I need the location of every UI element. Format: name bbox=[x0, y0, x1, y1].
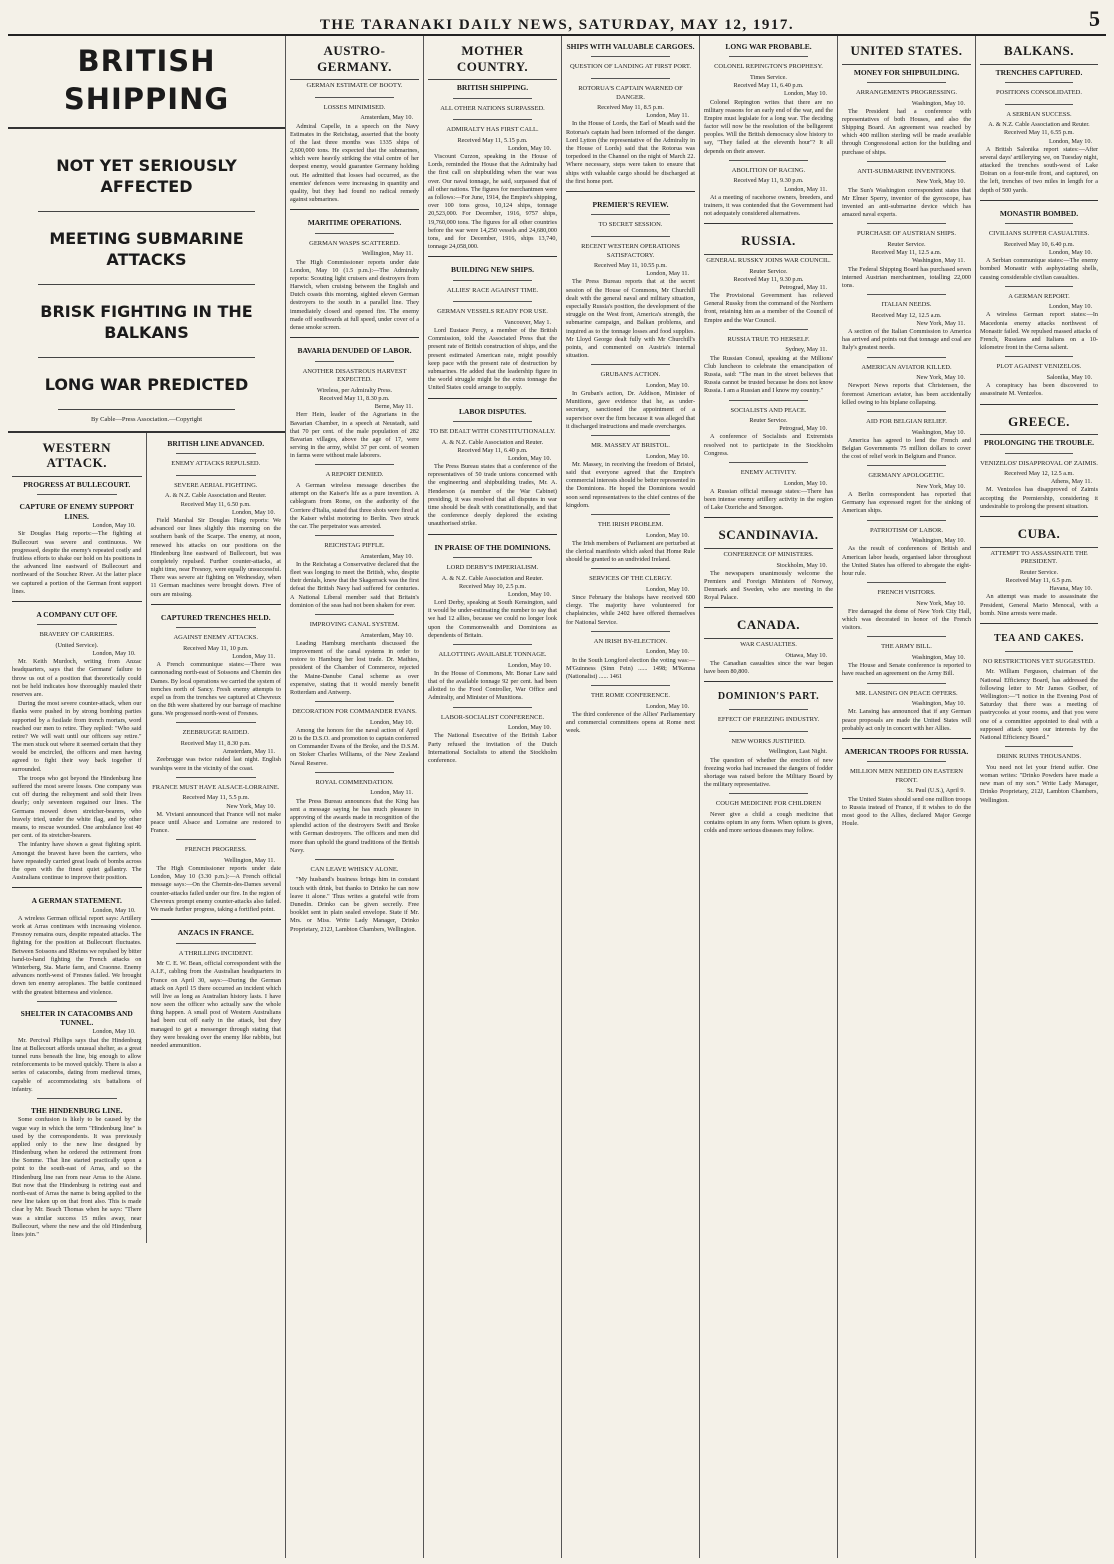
article-text: An attempt was made to assassinate the President, General Mario Menocal, with a bomb. Nine arrests were made. bbox=[980, 593, 1098, 617]
columns bbox=[8, 36, 1106, 1558]
dateline: Athens, May 11. bbox=[1050, 478, 1092, 486]
dateline: Washington, May 11. bbox=[912, 257, 965, 265]
article-title: SCANDINAVIA. bbox=[704, 523, 833, 549]
dateline: London, May 10. bbox=[92, 650, 136, 658]
article-text: Lord Derby, speaking at South Kensington, said it would be under-estimating the number to say that we had 12 allies, because we could no longer look upon the Commonwealth and Dominions as dependents of Britain. bbox=[428, 599, 557, 639]
article-title: MARITIME OPERATIONS. bbox=[307, 218, 402, 228]
article-sub: A THRILLING INCIDENT. bbox=[178, 949, 253, 957]
received: Received May 11, 8.30 p.m. bbox=[319, 394, 390, 402]
article-text: A Russian official message states:—There has been intense enemy artillery activity in the region of Lake Ozeriche and Smorgon. bbox=[704, 487, 833, 512]
article-text: In Gruban's action, Dr. Addison, Minister of Munitions, gave evidence that he, as under-secretary, sanctioned the appointment of a supervisor over the firm because it was alleged that it discharged instructions and made overcharges. bbox=[566, 390, 695, 430]
dateline: Amsterdam, May 10. bbox=[360, 631, 413, 639]
article-sub: GERMAN WASPS SCATTERED. bbox=[309, 239, 400, 247]
article-sub: BRITISH SHIPPING. bbox=[456, 83, 529, 93]
article-text: At a meeting of racehorse owners, breeders, and trainers, it was contended that the Government had not adequately considered alternatives. bbox=[704, 193, 833, 218]
article-text: A conspiracy has been discovered to assassinate M. Venizelos. bbox=[980, 382, 1098, 398]
advert-title: DRINK RUINS THOUSANDS. bbox=[996, 753, 1082, 761]
article-text: Colonel Repington writes that there are no military reasons for an early end of the war, and the Empire must legislate for a long war. The deciding factor will now be the resolution of the belligerent peoples. Will the British democracy slow history to say, "They failed at the eleventh hour"? It all depends on their answer. bbox=[704, 98, 833, 155]
article-sub: ATTEMPT TO ASSASSINATE THE PRESIDENT. bbox=[990, 549, 1088, 566]
article-text: Field Marshal Sir Douglas Haig reports: We advanced our lines slightly this morning on the southern bank of the Scarpe. The enemy, at noon, renewed his attacks on our positions on the Hindenburg line eastward of Bullecourt, but was completely repulsed. Further counter-attacks, at night time, near Fresnoy, were equally unsuccessful. There was severe air fighting on Wednesday, when 11 German machines were brought down. Five of ours are missing. bbox=[150, 516, 281, 598]
article-title: ROYAL COMMENDATION. bbox=[315, 778, 394, 786]
service: A. & N.Z. Cable Association and Reuter. bbox=[988, 121, 1090, 129]
article-title: MR. MASSEY AT BRISTOL. bbox=[591, 442, 670, 450]
subcolumn-a bbox=[8, 433, 147, 1243]
article-text: The Press Bureau states that a conference of the representatives of 50 trade unions concerned with the engineering and shipbuilding trades, Mr. A. Henderson (a member of the War Cabinet) presiding, it was resolved that all disputes in war time should be dealt with constitutionally, and that the conference deeply deplored the existing unauthorised strike. bbox=[428, 463, 557, 528]
article-sub: CAPTURE OF ENEMY SUPPORT LINES. bbox=[19, 502, 134, 521]
article-text: Fire damaged the dome of New York City Hall, which was decorated in honor of the French visitors. bbox=[842, 607, 971, 632]
article-title: SHELTER IN CATACOMBS AND TUNNEL. bbox=[20, 1008, 133, 1028]
article-text: The National Executive of the British Labor Party refused the invitation of the Dutch International Socialists to attend the Stockholm conference. bbox=[428, 732, 557, 764]
dateline: London, May 10. bbox=[508, 454, 551, 462]
article-sub: NO RESTRICTIONS YET SUGGESTED. bbox=[983, 657, 1095, 665]
article-title: ANTI-SUBMARINE INVENTIONS. bbox=[857, 167, 956, 175]
article-title: ALLOTTING AVAILABLE TONNAGE. bbox=[438, 651, 547, 659]
article-text: Mr C. E. W. Bean, official correspondent with the A.I.F., cabling from the Australian headquarters in France on April 30, says:—During the German attack on April 15 there occurred an incident which will live as long as Australian history lasts. I have now seen the officer who actually saw the whole thing happen. A small post of Western Australians had been cut off early in the attack, but they managed to get a messenger through stating that they were breaking over the enemy like rabbits, but needed ammunition. bbox=[150, 960, 281, 1050]
article-title: DOMINION'S PART. bbox=[717, 691, 820, 703]
received: Received May 11, 8.30 p.m. bbox=[180, 740, 251, 748]
article-sub: TRENCHES CAPTURED. bbox=[995, 67, 1083, 77]
article-text: The troops who got beyond the Hindenburg line suffered the most severe losses. One company was cut off during the relieyment and sold their lives dearly; only seventeen regained our lines. The Germans mowed down stretcher-bearers, who bravely tried, under the white flag, and by other means, to rescue wounded. One ambulance lost 40 per cent. of its stretcher-bearers. bbox=[12, 774, 142, 840]
article-sub: CONFERENCE OF MINISTERS. bbox=[723, 550, 814, 558]
dateline: Petrograd, May 11. bbox=[779, 283, 827, 291]
article-title: PURCHASE OF AUSTRIAN SHIPS. bbox=[857, 230, 956, 238]
column-mother-country bbox=[424, 36, 562, 1558]
article-sub: ANOTHER DISASTROUS HARVEST EXPECTED. bbox=[302, 367, 407, 384]
article-title: AUSTRO-GERMANY. bbox=[290, 39, 419, 80]
received: Received May 11, 10.55 p.m. bbox=[594, 262, 667, 270]
article-sub: ENEMY ATTACKS REPULSED. bbox=[171, 460, 261, 468]
dateline: London, May 10. bbox=[92, 522, 136, 530]
article-title: AN IRISH BY-ELECTION. bbox=[593, 637, 668, 645]
page-number: 5 bbox=[1089, 6, 1100, 31]
advert-title: CAN LEAVE WHISKY ALONE. bbox=[310, 865, 399, 873]
article-text: Some confusion is likely to be caused by the vague way in which the term "Hindenburg line" is used by the correspondents. It was previously applied only to the new line designed by Hindenburg when he ordered the retirement from the Somme. That line started practically upon a point to the south-east of Arras, and so the Hindenburg line ran from near Arras to the Aisne. But now that the Hindenburg is retiring east and north-east of Arras the name is being applied to the new line taken up on that front also. This is made clear by Mr. Beach Thomas when he says: "There was a similar success 15 miles away, near Bullecourt, where the new and the old Hindenburg lines join." bbox=[12, 1116, 142, 1238]
dateline: Sydney, May 11. bbox=[785, 346, 827, 354]
received: Received May 10, 6.40 p.m. bbox=[1003, 240, 1075, 248]
dateline: New York, May 10. bbox=[226, 802, 275, 810]
article-title: ANZACS IN FRANCE. bbox=[177, 928, 254, 938]
article-text: In the House of Commons, Mr. Bonar Law said that of the available tonnage 92 per cent. had been allotted to the Food Controller, War Office and Admiralty, and Minister of Munitions. bbox=[428, 669, 557, 702]
article-title: LONG WAR PROBABLE. bbox=[725, 42, 812, 51]
received: Received May 11, 6.5 p.m. bbox=[1005, 576, 1073, 584]
article-text: The President had a conference with representatives of both Houses, and also the Shipping Board. An agreement was reached by which 400 million sterling will be made available through Congressional action for the building and purchase of ships. bbox=[842, 107, 971, 156]
article-sub: ALLIES' RACE AGAINST TIME. bbox=[446, 286, 539, 294]
article-text: A section of the Italian Commission to America has arrived and points out that tonnage and coal are Italy's greatest needs. bbox=[842, 328, 971, 352]
dateline: London, May 10. bbox=[508, 724, 551, 732]
dateline: London, May 10. bbox=[646, 702, 689, 710]
article-text: The Irish members of Parliament are perturbed at the clerical manifesto which asked that Home Rule should be granted to an undivided Ireland. bbox=[566, 539, 695, 564]
article-text: The Federal Shipping Board has purchased seven interned Austrian merchantmen, totalling 22,000 tons. bbox=[842, 265, 971, 289]
article-title: FRENCH PROGRESS. bbox=[184, 846, 247, 854]
dateline: New York, May 10. bbox=[916, 178, 965, 186]
received: Received May 10, 2.5 p.m. bbox=[458, 582, 527, 590]
dateline: London, May 10. bbox=[1049, 248, 1092, 256]
article-title: THE ARMY BILL. bbox=[881, 643, 932, 651]
dateline: London, May 10. bbox=[646, 452, 689, 460]
service: Reuter Service. bbox=[749, 267, 788, 275]
dateline: London, May 11. bbox=[784, 185, 827, 193]
dateline: Washington, May 10. bbox=[911, 99, 965, 107]
dateline: Washington, May 10. bbox=[911, 537, 965, 545]
article-text: The Provisional Government has relieved General Russky from the command of the Northern front, retaining him as a member of the Council of Empire and the War Council. bbox=[704, 292, 833, 324]
article-title: FRANCE MUST HAVE ALSACE-LORRAINE. bbox=[152, 783, 280, 791]
article-sub: VENIZELOS' DISAPPROVAL OF ZAIMIS. bbox=[980, 459, 1098, 467]
article-sub: LOSSES MINIMISED. bbox=[323, 103, 386, 111]
article-sub: PROLONGING THE TROUBLE. bbox=[984, 438, 1094, 448]
article-sub: PROGRESS AT BULLECOURT. bbox=[23, 480, 131, 490]
advert-title: COUGH MEDICINE FOR CHILDREN bbox=[715, 800, 822, 808]
received: Received May 11, 6.40 p.m. bbox=[733, 82, 804, 90]
dateline: Petrograd, May 10. bbox=[779, 425, 827, 433]
article-title: PREMIER'S REVIEW. bbox=[592, 199, 669, 209]
article-title: BAVARIA DENUDED OF LABOR. bbox=[297, 346, 412, 356]
article-title: A GERMAN STATEMENT. bbox=[31, 896, 122, 906]
article-text: Since February the bishops have received 600 clergy. The majority have volunteered for chaplaincies, while 2402 have offered themselves for National Service. bbox=[566, 594, 695, 626]
article-sub: ROTORUA'S CAPTAIN WARNED OF DANGER. bbox=[578, 84, 683, 101]
received: Received May 11, 6.55 p.m. bbox=[1004, 129, 1074, 137]
dateline: London, May 10. bbox=[508, 590, 551, 598]
article-title: AMERICAN AVIATOR KILLED. bbox=[861, 363, 952, 371]
article-sub: AGAINST ENEMY ATTACKS. bbox=[173, 634, 259, 642]
advert-text: You need not let your friend suffer. One woman writes: "Drinko Powders have made a new man of my son." Write Lady Manager, Drinko Proprietary, 212J, Lambton Chambers, Wellington. bbox=[980, 763, 1098, 804]
article-sub: ALL OTHER NATIONS SURPASSED. bbox=[440, 104, 545, 112]
received: Received May 11, 9.30 p.m. bbox=[733, 275, 804, 283]
headline-4: BRISK FIGHTING IN THE BALKANS bbox=[38, 284, 255, 357]
dateline: Havana, May 10. bbox=[1049, 585, 1092, 593]
headline-main: BRITISH SHIPPING bbox=[63, 44, 230, 117]
article-text: Viscount Curzon, speaking in the House of Lords, reminded the House that the Admiralty had the first call on shipbuilding when the war was over. Our naval tonnage, he said, surpassed that of all other nations. The figures for merchantmen were as follows:—For June, 1914, the Empire's shipping, over 100 tons gross, 10,124 ships, tonnage 20,523,000. For December, 1916, 9757 ships, 19,760,000 tons. The figures for all other countries before the war were 14,250 vessels and 24,680,000 tons, and for December, 1916, ships 13,740, tonnage 24,058,000. bbox=[428, 153, 557, 251]
headline-2: NOT YET SERIOUSLY AFFECTED bbox=[8, 127, 285, 211]
dateline: London, May 10. bbox=[646, 531, 689, 539]
article-text: As the result of conferences of British and American labor heads, organised labor throughout the United States has offered to abrogate the eight-hour rule. bbox=[842, 545, 971, 577]
article-text: A conference of Socialists and Extremists resolved not to participate in the Stockholm Congress. bbox=[704, 433, 833, 457]
headline-3: MEETING SUBMARINE ATTACKS bbox=[38, 211, 255, 284]
article-title: PATRIOTISM OF LABOR. bbox=[870, 526, 943, 534]
article-sub: ARRANGEMENTS PROGRESSING. bbox=[855, 88, 958, 96]
service: Reuter Service. bbox=[749, 417, 788, 425]
dateline: Amsterdam, May 11. bbox=[222, 748, 275, 756]
article-title: GREECE. bbox=[980, 410, 1098, 436]
received: Received May 11, 5.5 p.m. bbox=[182, 794, 250, 802]
article-text: In the South Longford election the voting was:— M'Guinness (Sinn Fein) ...... 1498; M'Kenna (Nationalist) ...... 1461 bbox=[566, 656, 695, 680]
article-sub: CIVILIANS SUFFER CASUALTIES. bbox=[988, 230, 1090, 238]
received: Received May 11, 9.30 p.m. bbox=[733, 177, 804, 185]
service: Times Service. bbox=[750, 73, 787, 81]
article-title: THE ROME CONFERENCE. bbox=[591, 692, 670, 700]
dateline: London, May 10. bbox=[508, 144, 551, 152]
article-sub: BRAVERY OF CARRIERS. bbox=[39, 631, 115, 639]
article-title: CANADA. bbox=[704, 613, 833, 639]
article-title: PLOT AGAINST VENIZELOS. bbox=[996, 363, 1082, 371]
dateline: London, May 11. bbox=[232, 652, 275, 660]
article-text: A wireless German report states:—In Macedonia enemy attacks northwest of Monastir failed. We repulsed massed attacks of French, Russians and Italians on a 10-kilometre front in the Cerna salient. bbox=[980, 311, 1098, 352]
byline: By Cable—Press Association.—Copyright bbox=[58, 409, 235, 431]
dateline: London, May 10. bbox=[1049, 303, 1092, 311]
article-text: Lord Eustace Percy, a member of the British Commission, told the Associated Press that the present rate of British construction of ships, and the present estimated American rate, might possibly keep pace with the present rate of destruction by submarines. He added that the leadership figure in the world struggle might be the extra tonnage the United States could arrange to supply. bbox=[428, 327, 557, 392]
article-text: Mr. William Ferguson, chairman of the National Efficiency Board, has addressed the following letter to Mr James Godber, of Wellington:—"I notice in the Evening Post of Saturday that there was a meeting of pastrycooks at your rooms, and that you were one of a committee appointed to deal with a supposed attack upon our interests by the National Efficiency Board." bbox=[980, 668, 1098, 741]
dateline: Stockholm, May 10. bbox=[776, 561, 827, 569]
article-text: The Canadian casualties since the war began have been 80,800. bbox=[704, 659, 833, 676]
article-text: Leading Hamburg merchants discussed the improvement of the canal systems in order to restore to Hamburg her lost trade. Dr. Mathies, president of the Chamber of Commerce, rejected the Maine-Danube Canal scheme as over expensive, stating that it would merely benefit Rotterdam and Antwerp. bbox=[290, 639, 419, 696]
article-title: TEA AND CAKES. bbox=[993, 632, 1085, 644]
dateline: Vancouver, May 1. bbox=[504, 318, 551, 326]
dateline: London, May 10. bbox=[646, 585, 689, 593]
column-austro-germany bbox=[286, 36, 424, 1558]
dateline: London, May 10. bbox=[784, 479, 827, 487]
article-text: Among the honors for the naval action of April 20 is the D.S.O. and promotion to captain conferred on Commander Evans of the Broke, and the D.S.M. on Stoker Charles Williams, of the New Zealand Naval Reserve. bbox=[290, 726, 419, 767]
dateline: Washington, May 10. bbox=[911, 700, 965, 708]
article-text: The question of whether the erection of new freezing works had increased the dangers of fodder shortage was raised before the Military Board by the military representative. bbox=[704, 756, 833, 789]
article-title: A REPORT DENIED. bbox=[325, 471, 384, 479]
article-title: UNITED STATES. bbox=[842, 39, 971, 65]
article-title: CUBA. bbox=[980, 522, 1098, 548]
masthead-title: THE TARANAKI DAILY NEWS, SATURDAY, MAY 12, 1917. bbox=[319, 17, 795, 33]
column-united-states bbox=[838, 36, 976, 1558]
service: Wireless, per Admiralty Press. bbox=[316, 386, 393, 394]
dateline: New York, May 11. bbox=[916, 319, 965, 327]
received: Received May 11, 10 p.m. bbox=[183, 644, 249, 652]
dateline: Washington, May 10. bbox=[911, 428, 965, 436]
service: A. & N.Z. Cable Association and Reuter. bbox=[441, 574, 544, 582]
article-title: WESTERN ATTACK. bbox=[12, 436, 142, 477]
article-sub: GERMAN VESSELS READY FOR USE. bbox=[437, 308, 548, 316]
article-title: MOTHER COUNTRY. bbox=[428, 39, 557, 80]
article-text: The Sun's Washington correspondent states that Mr Elmer Sperry, inventor of the gyroscope, has invented an anti-submarine device which has amazed naval experts. bbox=[842, 186, 971, 219]
article-title: A GERMAN REPORT. bbox=[1008, 292, 1070, 300]
article-title: RUSSIA. bbox=[704, 229, 833, 255]
article-title: IMPROVING CANAL SYSTEM. bbox=[309, 621, 400, 629]
article-text: A French communique states:—There was cannonading north-east of Soissons and Chemin des Dames. By local operations we carried the system of trenches north of Sancy. Fresh enemy attempts to expel us from the trenches we captured at Chevreux on the 8th were shattered by our barrage of machine guns. We progressed north-west of Fresnes. bbox=[150, 661, 281, 718]
article-sub: LORD DERBY'S IMPERIALISM. bbox=[446, 563, 539, 571]
dateline: London, May 11. bbox=[646, 270, 689, 278]
article-text: During the most severe counter-attack, when our flanks were pushed in by strong bombing parties supported by a fusilade from trench mortars, word reached our men to retire. They replied: "Who said retire? We will wait until our officers say retire." The men stuck out where it seemed certain that they would be encircled, the officers and men having agreed to fight their way back together if surrounded. bbox=[12, 700, 142, 773]
article-title: ZEEBRUGGE RAIDED. bbox=[182, 729, 249, 737]
dateline: New York, May 10. bbox=[916, 374, 965, 382]
received: Received May 11, 8.5 p.m. bbox=[597, 104, 664, 112]
dateline: London, May 10. bbox=[784, 90, 827, 98]
received: Received May 11, 6.50 p.m. bbox=[180, 500, 251, 508]
article-text: The United States should send one million troops to Russia instead of France, if it wishes to do the most good to the Allies, declared Major George Houle. bbox=[842, 795, 971, 828]
headline-5: LONG WAR PREDICTED bbox=[38, 357, 255, 409]
dateline: London, May 10. bbox=[232, 508, 275, 516]
article-sub: MILLION MEN NEEDED ON EASTERN FRONT. bbox=[849, 768, 963, 784]
column-balkans bbox=[976, 36, 1102, 1558]
article-text: M. Viviani announced that France will not make peace until Alsace and Lorraine are restored to France. bbox=[150, 810, 281, 835]
article-title: AMERICAN TROOPS FOR RUSSIA. bbox=[844, 746, 969, 756]
dateline: St. Paul (U.S.), April 9. bbox=[907, 787, 965, 795]
received: Received May 12, 12.5 a.m. bbox=[1004, 470, 1074, 478]
article-title: BUILDING NEW SHIPS. bbox=[450, 265, 534, 275]
article-sub: COLONEL REPINGTON'S PROPHESY. bbox=[714, 63, 823, 71]
article-title: THE HINDENBURG LINE. bbox=[31, 1105, 123, 1115]
article-text: The newspapers unanimously welcome the Premiers and Foreign Ministers of Norway, Denmark and Sweden, who are meeting in the Royal Palace. bbox=[704, 569, 833, 602]
article-title: GRUBAN'S ACTION. bbox=[600, 371, 661, 379]
article-title: RUSSIA TRUE TO HERSELF. bbox=[727, 335, 810, 343]
service: A. & N.Z. Cable Association and Reuter. bbox=[441, 438, 544, 446]
article-text: Admiral Capelle, in a speech on the Navy Estimates in the Reichstag, asserted that the booty of the last three months was 1335 ships of 2,600,000 tons. He expected that the submarines, which were heavily striking the vital centre of her deepest enemy, would guarantee Germany holding out. He admitted that losses had occurred, as the enemies' defences were increasing in quantity and quality, but they had found no radical remedy against submarines. bbox=[290, 122, 419, 204]
article-text: A Berlin correspondent has reported that Germany has expressed regret for the sinking of American ships. bbox=[842, 491, 971, 515]
article-sub: WAR CASUALTIES. bbox=[740, 641, 797, 649]
article-sub: SEVERE AERIAL FIGHTING. bbox=[174, 481, 258, 489]
article-text: The High Commissioner reports under date London, May 10 (3.30 p.m.):—A French official message says:—On the Chemin-des-Dames several counter-attacks failed under our fire. In the region of Chevreux prompt enemy counter-attacks also failed. We made further progress, taking a fortified point. bbox=[150, 865, 281, 914]
article-text: The Russian Consul, speaking at the Millions' Club luncheon to celebrate the emancipation of Russia, said: "The man in the street believes that Russia cannot be trusted because he does not know Russia. I am a Russian and I know my country." bbox=[704, 354, 833, 395]
article-text: In the House of Lords, the Earl of Meath said the Rotorua's captain had been informed of the danger. Lord Lytton (the representative of the Admiralty in the House of Lords) said that the Rotorua was torpedoed in the Channel on the night of March 22. Where necessary, steps were taken to ensure that ships with valuable cargo should be discharged at the first home port. bbox=[566, 120, 695, 185]
masthead bbox=[8, 6, 1106, 36]
article-title: LABOR-SOCIALIST CONFERENCE. bbox=[440, 713, 545, 721]
article-text: The House and Senate conference is reported to have reached an agreement on the Army Bill. bbox=[842, 662, 971, 678]
article-sub: GENERAL RUSSKY JOINS WAR COUNCIL. bbox=[706, 256, 831, 264]
article-text: America has agreed to lend the French and Belgian Governments 75 million dollars to cover the cost of relief work in Belgium and France. bbox=[842, 436, 971, 461]
article-text: A wireless German official report says: Artillery work at Arras continues with increasing violence. Fresnoy remains ours, despite repeated attacks. The fighting for the position at Bullecourt fluctuates. Between Soissons and Rheims we repulsed by bitter hand-to-hand fighting the French attacks on Winterberg, Sta. Marie farm, and Craonne. Enemy advances north-west of Fresnes failed. We brought down ten enemy aeroplanes. The battle continued with the greatest bitterness and violence. bbox=[12, 914, 142, 996]
article-title: FRENCH VISITORS. bbox=[877, 589, 936, 597]
article-sub: RECENT WESTERN OPERATIONS SATISFACTORY. bbox=[581, 242, 680, 259]
article-sub: A SERBIAN SUCCESS. bbox=[1006, 110, 1072, 118]
column-long-war bbox=[700, 36, 838, 1558]
article-title: AID FOR BELGIAN RELIEF. bbox=[866, 417, 947, 425]
service: Reuter Service. bbox=[1019, 568, 1059, 576]
article-sub: GERMAN ESTIMATE OF BOOTY. bbox=[306, 82, 403, 90]
article-text: Zeebrugge was twice raided last night. English warships were in the vicinity of the coast. bbox=[150, 756, 281, 772]
dateline: London, May 10. bbox=[646, 648, 689, 656]
dateline: Ottawa, May 10. bbox=[785, 651, 827, 659]
column-front bbox=[8, 36, 286, 1558]
article-text: Herr Hein, leader of the Agrarians in the Bavarian Chamber, in a speech at Neustadt, said that 70 per cent. of the male population of 282 Bavarian villages, above the age of 17, were serving in the army, whilst 37 per cent. of women in farms were without male laborers. bbox=[290, 411, 419, 460]
article-title: DECORATION FOR COMMANDER EVANS. bbox=[292, 708, 417, 716]
article-title: THE IRISH PROBLEM. bbox=[597, 520, 664, 528]
dateline: London, May 10. bbox=[508, 661, 551, 669]
article-sub: EFFECT OF FREEZING INDUSTRY. bbox=[717, 716, 820, 724]
column-ships bbox=[562, 36, 700, 1558]
advert-text: "My husband's business brings him in constant touch with drink, but thanks to Drinko he can now leave it alone." Thus writes a grateful wife from Dunedin. Drinko can be given secretly. Free booklet sent in plain sealed envelope. State if Mr. Mrs. or Miss. Write Lady Manager, Drinko Proprietary, 212J, Lambton Chambers, Wellington. bbox=[290, 876, 419, 933]
article-text: M. Venizelos has disapproved of Zaimis accepting the Premiership, considering it undesirable to prolong the present situation. bbox=[980, 486, 1098, 510]
article-sub: TO BE DEALT WITH CONSTITUTIONALLY. bbox=[429, 427, 556, 435]
dateline: Salonika, May 10. bbox=[1046, 373, 1092, 381]
service: A. & N.Z. Cable Association and Reuter. bbox=[165, 492, 267, 500]
dateline: London, May 10. bbox=[370, 718, 413, 726]
dateline: Washington, May 10. bbox=[911, 654, 965, 661]
article-title: ABOLITION OF RACING. bbox=[731, 166, 806, 174]
subcolumn-b bbox=[147, 433, 286, 1243]
article-text: The third conference of the Allies' Parliamentary and commercial committees opens at Rome next week. bbox=[566, 710, 695, 735]
dateline: Wellington, May 11. bbox=[224, 856, 275, 864]
article-text: The infantry have shown a great fighting spirit. Amongst the bravest have been the carriers, who have repeatedly carried great loads of bombs across the open with the finest quiet gallantry. The Australians continue to improve their position. bbox=[12, 841, 142, 882]
article-title: LABOR DISPUTES. bbox=[458, 406, 527, 416]
article-text: A Serbian communique states:—The enemy bombed Monastir with asphyxiating shells, causing considerable civilian casualties. bbox=[980, 257, 1098, 281]
article-title: MONASTIR BOMBED. bbox=[999, 208, 1079, 218]
article-text: A British Salonika report states:—After several days' artillerying we, on Tuesday night, attacked the trenches south-west of Lake Doiran on a four-mile front, and captured, on the left, trenches of two miles in length for a depth of 500 yards. bbox=[980, 145, 1098, 194]
article-title: MR. LANSING ON PEACE OFFERS. bbox=[855, 689, 958, 697]
article-text: Mr. Percival Phillips says that the Hindenburg line at Bullecourt affords unusual shelter, as a great tunnel runs beneath the line, big enough to allow reinforcements to be moved quickly. There is also a series of catacombs, dating from medieval times, capable of accommodating six battalions of infantry. bbox=[12, 1036, 142, 1093]
article-sub: QUESTION OF LANDING AT FIRST PORT. bbox=[570, 63, 691, 71]
received: Received May 11, 5.15 p.m. bbox=[457, 136, 528, 144]
received: Received May 11, 12.5 a.m. bbox=[871, 249, 942, 257]
article-title: SERVICES OF THE CLERGY. bbox=[589, 575, 672, 583]
article-title: REICHSTAG PIFFLE. bbox=[324, 542, 385, 550]
advert-text: Never give a child a cough medicine that contains opium in any form. When opium is given, colds and more serious diseases may follow. bbox=[704, 810, 833, 835]
dateline: London, May 11. bbox=[370, 789, 413, 797]
dateline: London, May 11. bbox=[646, 112, 689, 120]
dateline: Wellington, May 11. bbox=[362, 250, 413, 258]
article-text: Mr. Massey, in receiving the freedom of Bristol, said that everyone agreed that the Empire's commercial interests should be better represented in the Dominions. He hoped the Dominions would soon send representatives to the chief centres of the kingdom. bbox=[566, 460, 695, 509]
article-text: A German wireless message describes the attempt on the Kaiser's life as a pure invention. A cablegram from Rome, on the authority of the Corriere d'Italia, stated that three shots were fired at the Kaiser whilst motoring to Berlin. Two struck the car. The perpetrator was arrested. bbox=[290, 482, 419, 530]
article-title: GERMANY APOLOGETIC. bbox=[868, 472, 945, 480]
service: (United Service). bbox=[55, 641, 99, 649]
dateline: London, May 10. bbox=[1049, 137, 1092, 145]
article-text: The High Commissioner reports under date London, May 10 (1.5 p.m.):—The Admiralty reports: Scouting light cruisers and destroyers from Harwich, when cruising between the English and Dutch coasts this morning, sighted eleven German destroyers to the south in a parallel line. They immediately closed and opened fire. The enemy made off southwards at full speed, under cover of a dense smoke screen. bbox=[290, 258, 419, 332]
article-title: BALKANS. bbox=[980, 39, 1098, 65]
dateline: Amsterdam, May 10. bbox=[360, 114, 413, 122]
dateline: London, May 10. bbox=[646, 381, 689, 389]
article-title: CAPTURED TRENCHES HELD. bbox=[160, 612, 271, 622]
received: Received May 12, 12.5 a.m. bbox=[871, 311, 942, 319]
article-sub: NEW WORKS JUSTIFIED. bbox=[731, 737, 806, 745]
article-title: ENEMY ACTIVITY. bbox=[740, 469, 797, 477]
article-sub: ADMIRALTY HAS FIRST CALL. bbox=[446, 126, 539, 134]
dateline: New York, May 10. bbox=[916, 599, 965, 607]
article-title: BRITISH LINE ADVANCED. bbox=[167, 438, 265, 448]
service: Reuter Service. bbox=[887, 240, 926, 248]
article-title: ITALIAN NEEDS. bbox=[881, 301, 932, 309]
article-text: Mr. Lansing has announced that if any German peace proposals are made the United States will probably act only in concert with her Allies. bbox=[842, 708, 971, 732]
article-title: IN PRAISE OF THE DOMINIONS. bbox=[434, 542, 551, 552]
article-sub: MONEY FOR SHIPBUILDING. bbox=[853, 67, 960, 77]
article-text: Newport News reports that Christensen, the foremost American aviator, has been accidentally killed owing to his biplane collapsing. bbox=[842, 382, 971, 406]
article-text: Mr. Keith Murdoch, writing from Anzac headquarters, says that the Germans' failure to throw us out of a position that theoretically could not be held indicates how thoroughly mauled their reserves are. bbox=[12, 658, 142, 698]
dateline: Amsterdam, May 10. bbox=[360, 552, 413, 560]
article-title: SHIPS WITH VALUABLE CARGOES. bbox=[566, 42, 695, 51]
article-text: The Press Bureau announces that the King has sent a message saying he has much pleasure in approving of the awards made in recognition of the splendid action of the destroyers Swift and Broke with German destroyers. The officers and men did more than uphold the grand traditions of the British Navy. bbox=[290, 797, 419, 854]
dateline: Berne, May 11. bbox=[374, 403, 413, 411]
article-text: In the Reichstag a Conservative declared that the fleet was longing to meet the British, who, despite their denials, knew that the Skagerrack was the first defeat the British Navy had suffered for centuries. A National Liberal member said that Britain's dominion of the seas had not been shaken for ever. bbox=[290, 560, 419, 609]
dateline: Wellington, Last Night. bbox=[768, 748, 827, 756]
dateline: New York, May 10. bbox=[916, 482, 965, 490]
dateline: London, May 10. bbox=[92, 1028, 136, 1036]
article-title: SOCIALISTS AND PEACE. bbox=[730, 406, 807, 414]
article-text: The Press Bureau reports that at the secret session of the House of Commons, Mr Churchill dealt with the general naval and military situation, especially Russia's position, the development of the struggle on the West front, America's strength, the submarine campaign, and Balkan problems, and inquired as to the tonnage losses and food supplies. Mr Lloyd George dealt fully with Mr Churchill's points, and commented on Austria's internal situation. bbox=[566, 278, 695, 360]
article-title: A COMPANY CUT OFF. bbox=[36, 609, 118, 619]
front-subcolumns bbox=[8, 431, 285, 1243]
received: Received May 11, 6.40 p.m. bbox=[457, 446, 528, 454]
article-sub: TO SECRET SESSION. bbox=[598, 221, 663, 229]
article-sub: POSITIONS CONSOLIDATED. bbox=[996, 88, 1082, 96]
dateline: London, May 10. bbox=[92, 906, 136, 914]
article-text: Sir Douglas Haig reports:—The fighting at Bullecourt was severe and continuous. We progressed, despite the enemy's repeated costly and fruitless efforts to shake our hold on his positions in the advanced line eastward of Bullecourt and northward of the Souchez River. At the latter place we captured a portion of the German front support lines. bbox=[12, 530, 142, 595]
